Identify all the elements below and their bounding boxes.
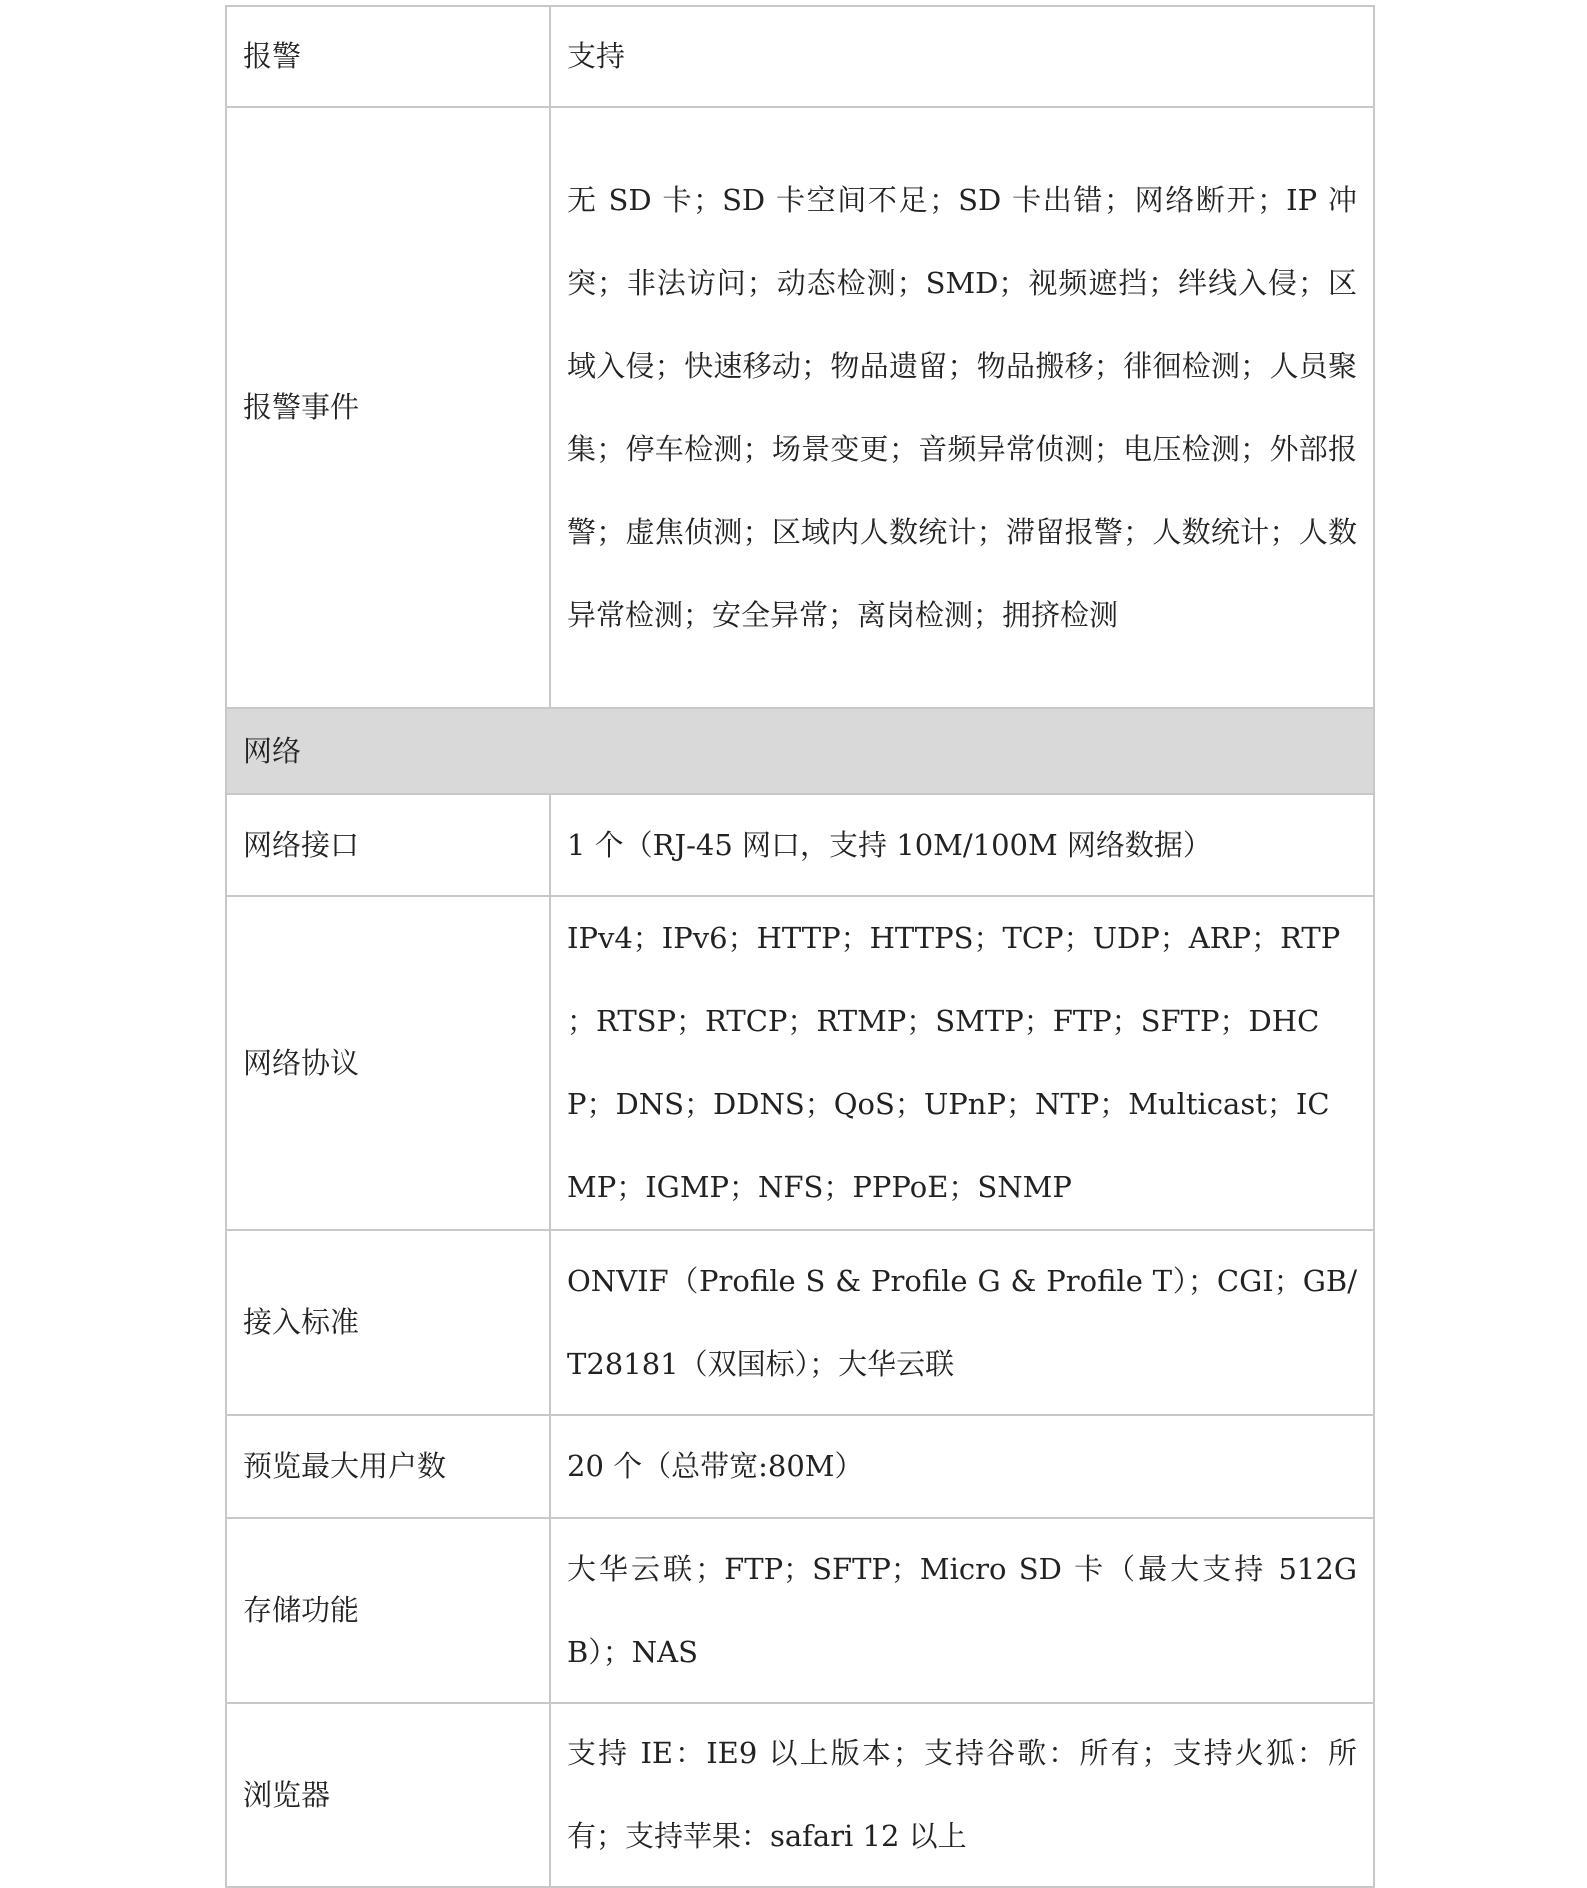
row-label: 浏览器 [226, 1703, 550, 1887]
table-row [226, 794, 1374, 896]
table-row [226, 1415, 1374, 1518]
row-value: 支持 IE：IE9 以上版本；支持谷歌：所有；支持火狐：所有；支持苹果：safari 12 以上 [550, 1703, 1374, 1887]
table-row [226, 896, 1374, 1230]
row-label: 报警事件 [226, 107, 550, 708]
table-row [226, 6, 1374, 107]
row-value: ONVIF（Profile S & Profile G & Profile T）；CGI；GB/T28181（双国标）；大华云联 [550, 1230, 1374, 1415]
table-row [226, 1518, 1374, 1703]
row-value: 20 个（总带宽:80M） [550, 1415, 1374, 1518]
table-row [226, 1230, 1374, 1415]
table-row [226, 1703, 1374, 1887]
row-label: 接入标准 [226, 1230, 550, 1415]
row-value: IPv4；IPv6；HTTP；HTTPS；TCP；UDP；ARP；RTP ；RTSP；RTCP；RTMP；SMTP；FTP；SFTP；DHCP；DNS；DDNS；QoS；UPnP；NTP；Multicast；ICMP；IGMP；NFS；PPPoE；SNMP [550, 896, 1374, 1230]
table-row [226, 107, 1374, 708]
spec-table [225, 5, 1375, 1888]
row-value: 大华云联；FTP；SFTP；Micro SD 卡（最大支持 512GB）；NAS [550, 1518, 1374, 1703]
row-value: 支持 [550, 6, 1374, 107]
row-label: 预览最大用户数 [226, 1415, 550, 1518]
row-label: 存储功能 [226, 1518, 550, 1703]
row-label: 报警 [226, 6, 550, 107]
row-label: 网络协议 [226, 896, 550, 1230]
row-label: 网络接口 [226, 794, 550, 896]
row-value: 无 SD 卡；SD 卡空间不足；SD 卡出错；网络断开；IP 冲突；非法访问；动态检测；SMD；视频遮挡；绊线入侵；区域入侵；快速移动；物品遗留；物品搬移；徘徊检测；人员聚集；停车检测；场景变更；音频异常侦测；电压检测；外部报警；虚焦侦测；区域内人数统计；滞留报警；人数统计；人数异常检测；安全异常；离岗检测；拥挤检测 [550, 107, 1374, 708]
section-header-row [226, 708, 1374, 794]
row-value: 1 个（RJ-45 网口，支持 10M/100M 网络数据） [550, 794, 1374, 896]
section-header: 网络 [226, 708, 1374, 794]
